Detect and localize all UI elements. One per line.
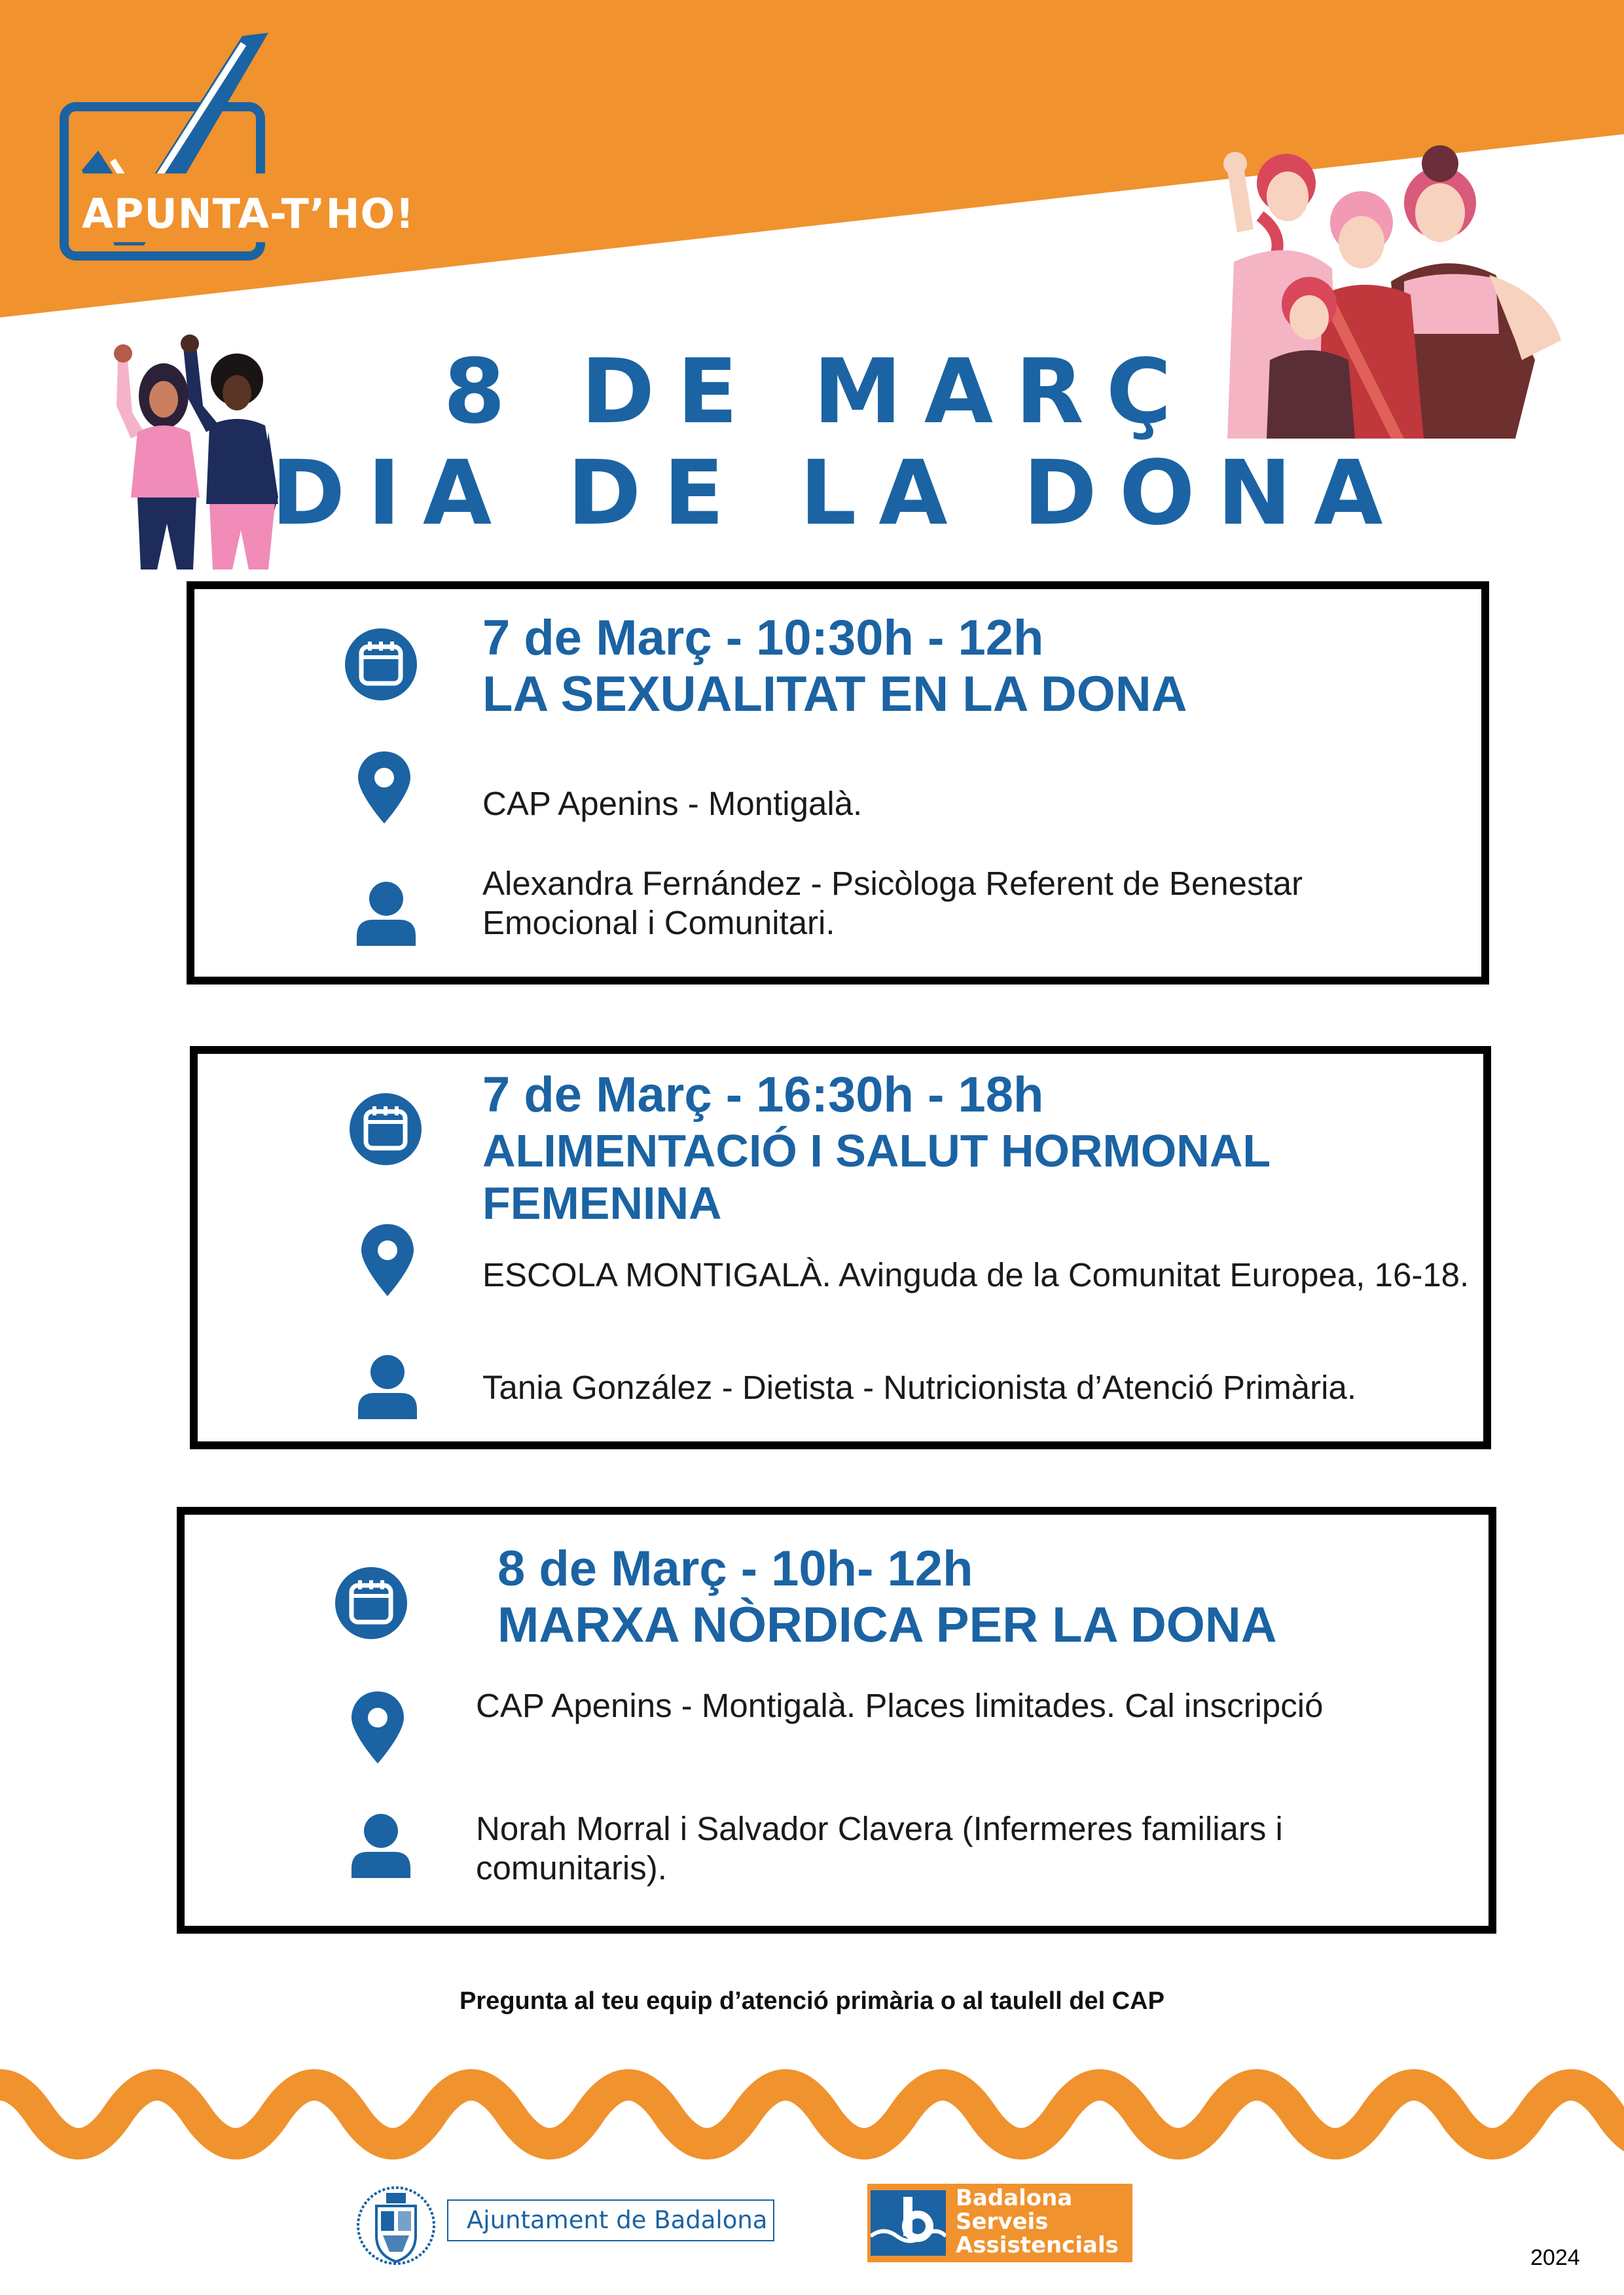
calendar-icon bbox=[345, 628, 417, 700]
person-icon bbox=[355, 1354, 420, 1419]
calendar-icon bbox=[350, 1093, 422, 1165]
bsa-line-3: Assistencials bbox=[956, 2232, 1119, 2258]
event-location: CAP Apenins - Montigalà. Places limitades. Cal inscripció bbox=[476, 1687, 1324, 1724]
year-label: 2024 bbox=[1530, 2245, 1580, 2270]
event-card-3 bbox=[177, 1507, 1496, 1934]
location-pin-icon bbox=[352, 1691, 404, 1763]
calendar-icon bbox=[335, 1567, 407, 1639]
event-name: MARXA NÒRDICA PER LA DONA bbox=[497, 1597, 1277, 1653]
campaign-logo-text: APUNTA-T’HO! bbox=[82, 190, 415, 238]
ajuntament-seal-icon bbox=[353, 2180, 439, 2271]
location-pin-icon bbox=[361, 1224, 414, 1296]
bsa-line-2: Serveis bbox=[956, 2209, 1049, 2235]
bsa-line-1: Badalona bbox=[956, 2185, 1073, 2211]
ajuntament-label: Ajuntament de Badalona bbox=[447, 2199, 774, 2241]
title-line-event: DIA DE LA DONA bbox=[271, 442, 1405, 545]
event-speaker: Tania González - Dietista - Nutricionista d’Atenció Primària. bbox=[482, 1369, 1357, 1406]
bsa-b-logo-icon bbox=[871, 2190, 946, 2256]
orange-wave-decoration bbox=[0, 2055, 1624, 2173]
event-name-line-1: ALIMENTACIÓ I SALUT HORMONAL bbox=[482, 1125, 1271, 1176]
person-icon bbox=[353, 880, 419, 946]
footer-question: Pregunta al teu equip d’atenció primària o al taulell del CAP bbox=[460, 1987, 1164, 2015]
event-speaker: Norah Morral i Salvador Clavera (Infermeres familiars i comunitaris). bbox=[476, 1810, 1283, 1887]
event-card-2 bbox=[190, 1046, 1491, 1449]
bsa-logo-text bbox=[956, 2186, 1119, 2257]
event-name: LA SEXUALITAT EN LA DONA bbox=[482, 666, 1187, 722]
location-pin-icon bbox=[358, 751, 410, 823]
event-name-line-2: FEMENINA bbox=[482, 1178, 722, 1229]
event-speaker: Alexandra Fernández - Psicòloga Referent de Benestar Emocional i Comunitari. bbox=[482, 865, 1303, 941]
event-location: CAP Apenins - Montigalà. bbox=[482, 785, 863, 822]
event-date: 8 de Març - 10h- 12h bbox=[497, 1541, 973, 1597]
title-line-date: 8 DE MARÇ bbox=[443, 340, 1194, 444]
event-date: 7 de Març - 16:30h - 18h bbox=[482, 1067, 1044, 1123]
event-location: ESCOLA MONTIGALÀ. Avinguda de la Comunitat Europea, 16-18. bbox=[482, 1256, 1470, 1293]
event-card-1 bbox=[187, 581, 1489, 985]
person-icon bbox=[348, 1813, 414, 1878]
event-date: 7 de Març - 10:30h - 12h bbox=[482, 610, 1044, 666]
